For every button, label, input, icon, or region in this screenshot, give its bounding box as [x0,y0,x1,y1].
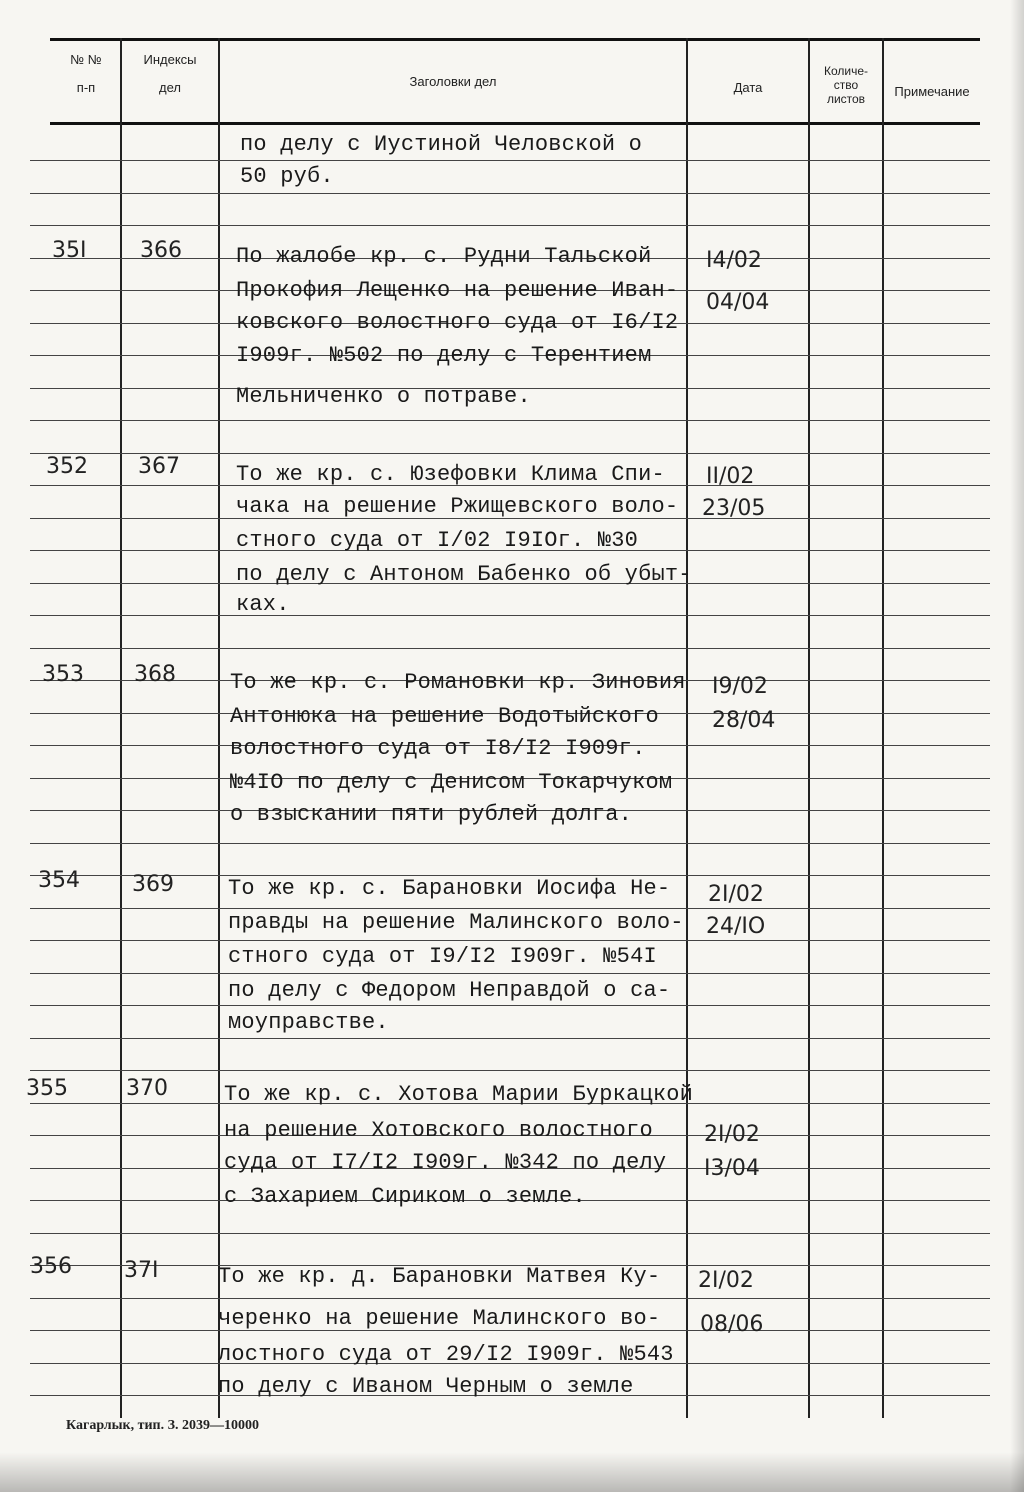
header-bottom-rule [50,122,980,125]
col-divider-3 [686,38,688,1418]
ruled-line [30,615,990,616]
record-title-line: правды на решение Малинского воло- [228,910,684,935]
record-title-line: стного суда от I/02 I9IОг. №30 [236,528,639,553]
record-date-end: I3/04 [704,1156,760,1181]
col-divider-2 [218,38,220,1418]
record-index: 368 [134,662,176,687]
record-title-line: То же кр. д. Барановки Матвея Ку- [218,1264,661,1289]
record-title-line: волостного суда от I8/I2 I909г. [230,736,646,761]
col-divider-4 [808,38,810,1418]
record-title-line: на решение Хотовского волостного [224,1118,653,1143]
record-index: 37I [124,1258,159,1283]
record-date-end: 08/06 [700,1312,764,1337]
ruled-line [30,973,990,974]
ruled-line [30,160,990,161]
record-date-start: 2I/02 [708,882,764,907]
record-number: 35I [52,238,87,263]
header-sheets: Количе- ство листов [823,64,869,106]
record-title-line: чака на решение Ржищевского воло- [236,494,679,519]
ruled-line [30,843,990,844]
record-title-line: стного суда от I9/I2 I909г. №54I [228,944,657,969]
record-date-start: I9/02 [712,674,768,699]
ruled-line [30,908,990,909]
record-title-line: То же кр. с. Юзефовки Клима Спи- [236,462,665,487]
record-date-end: 23/05 [702,496,766,521]
record-number: 355 [26,1076,68,1101]
record-date-start: 2I/02 [704,1122,760,1147]
record-date-end: 28/04 [712,708,776,733]
continuation-line-2: 50 руб. [240,164,334,189]
scan-shadow-right [1010,0,1024,1492]
ruled-line [30,225,990,226]
ruled-line [30,1298,990,1299]
header-num: № № п-п [70,52,102,95]
record-title-line: По жалобе кр. с. Рудни Тальской [236,244,652,269]
record-number: 352 [46,454,88,479]
printer-imprint: Кагарлык, тип. З. 2039—10000 [66,1418,260,1433]
record-title-line: о взыскании пяти рублей долга. [230,802,633,827]
header-top-rule [50,38,980,41]
record-title-line: ковского волостного суда от I6/I2 [236,310,679,335]
record-date-start: II/02 [706,464,755,489]
record-index: 367 [138,454,180,479]
col-divider-1 [120,38,122,1418]
ruled-line [30,420,990,421]
record-number: 353 [42,662,84,687]
header-notes: Примечание [894,84,970,99]
record-title-line: суда от I7/I2 I909г. №342 по делу [224,1150,667,1175]
ruled-line [30,1005,990,1006]
record-title-line: Прокофия Лещенко на решение Иван- [236,278,679,303]
record-title-line: ках. [236,592,290,617]
continuation-line-1: по делу с Иустиной Человской о [240,132,643,157]
record-title-line: с Захарием Сириком о земле. [224,1184,586,1209]
record-title-line: моуправстве. [228,1010,389,1035]
header-date: Дата [733,80,763,95]
record-title-line: То же кр. с. Романовки кр. Зиновия [230,670,686,695]
ruled-line [30,1070,990,1071]
record-title-line: по делу с Антоном Бабенко об убыт- [236,562,692,587]
record-title-line: I909г. №502 по делу с Терентием [236,343,652,368]
record-date-start: 2I/02 [698,1268,754,1293]
record-number: 354 [38,868,80,893]
header-title: Заголовки дел [409,74,497,89]
record-title-line: То же кр. с. Барановки Иосифа Не- [228,876,671,901]
record-number: 356 [30,1254,72,1279]
record-title-line: по делу с Федором Неправдой о са- [228,978,671,1003]
ruled-line [30,1233,990,1234]
record-date-end: 04/04 [706,290,770,315]
record-index: 366 [140,238,182,263]
record-index: 370 [126,1076,168,1101]
record-title-line: Антонюка на решение Водотыйского [230,704,659,729]
col-divider-5 [882,38,884,1418]
record-title-line: Мельниченко о потраве. [236,384,531,409]
record-title-line: черенко на решение Малинского во- [218,1306,661,1331]
record-date-start: I4/02 [706,248,762,273]
record-title-line: То же кр. с. Хотова Марии Буркацкой [224,1082,694,1107]
ruled-line [30,648,990,649]
record-title-line: по делу с Иваном Черным о земле [218,1374,634,1399]
ruled-line [30,1038,990,1039]
record-index: 369 [132,872,174,897]
header-index: Индексы дел [143,52,197,95]
record-title-line: лостного суда от 29/I2 I909г. №543 [218,1342,674,1367]
record-title-line: №4IО по делу с Денисом Токарчуком [230,770,673,795]
scan-shadow-bottom [0,1452,1024,1492]
ruled-line [30,193,990,194]
ruled-line [30,940,990,941]
record-date-end: 24/IО [706,914,766,939]
